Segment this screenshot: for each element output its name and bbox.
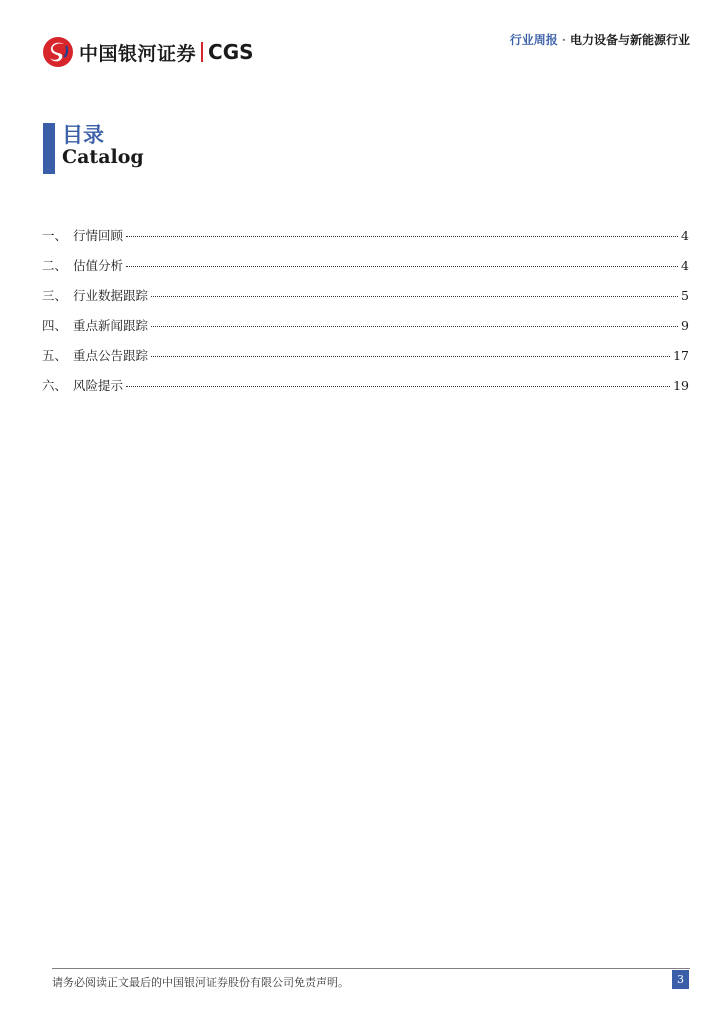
toc-entry[interactable]	[42, 226, 689, 256]
toc-leader	[151, 356, 670, 357]
report-industry: 电力设备与新能源行业	[569, 33, 690, 47]
toc-title: 行情回顾	[73, 228, 124, 243]
toc-title: 行业数据跟踪	[73, 288, 149, 303]
footer-divider	[52, 968, 690, 969]
toc-number: 三、	[42, 288, 68, 303]
toc-page: 17	[673, 348, 689, 363]
toc-page: 4	[681, 228, 689, 243]
toc-number: 五、	[42, 348, 68, 363]
toc-number: 四、	[42, 318, 68, 333]
toc-page: 4	[681, 258, 689, 273]
toc-title: 重点新闻跟踪	[73, 318, 149, 333]
toc-leader	[151, 296, 678, 297]
toc-number: 二、	[42, 258, 68, 273]
galaxy-swirl-icon	[42, 36, 74, 68]
catalog-accent-bar	[43, 123, 55, 174]
table-of-contents	[42, 226, 689, 406]
brand-divider	[201, 42, 203, 62]
header-separator: ·	[561, 33, 566, 47]
toc-entry[interactable]	[42, 286, 689, 316]
footer-disclaimer: 请务必阅读正文最后的中国银河证券股份有限公司免责声明。	[52, 976, 349, 989]
toc-leader	[126, 266, 678, 267]
toc-title: 重点公告跟踪	[73, 348, 149, 363]
toc-leader	[126, 236, 678, 237]
brand-logo	[42, 36, 254, 68]
report-type: 行业周报	[509, 33, 558, 47]
toc-title: 估值分析	[73, 258, 124, 273]
brand-name-cn: 中国银河证券	[79, 42, 197, 65]
toc-number: 六、	[42, 378, 68, 393]
toc-leader	[151, 326, 678, 327]
toc-page: 9	[681, 318, 689, 333]
page-number-badge: 3	[672, 970, 689, 989]
toc-entry[interactable]	[42, 376, 689, 406]
toc-entry[interactable]	[42, 316, 689, 346]
report-header	[510, 31, 690, 48]
toc-page: 19	[673, 378, 689, 393]
brand-name-en: CGS	[208, 40, 254, 64]
toc-leader	[126, 386, 670, 387]
toc-entry[interactable]	[42, 346, 689, 376]
toc-page: 5	[681, 288, 689, 303]
catalog-title-en: Catalog	[62, 146, 144, 168]
toc-entry[interactable]	[42, 256, 689, 286]
toc-number: 一、	[42, 228, 68, 243]
toc-title: 风险提示	[73, 378, 124, 393]
catalog-title-cn: 目录	[62, 123, 104, 147]
